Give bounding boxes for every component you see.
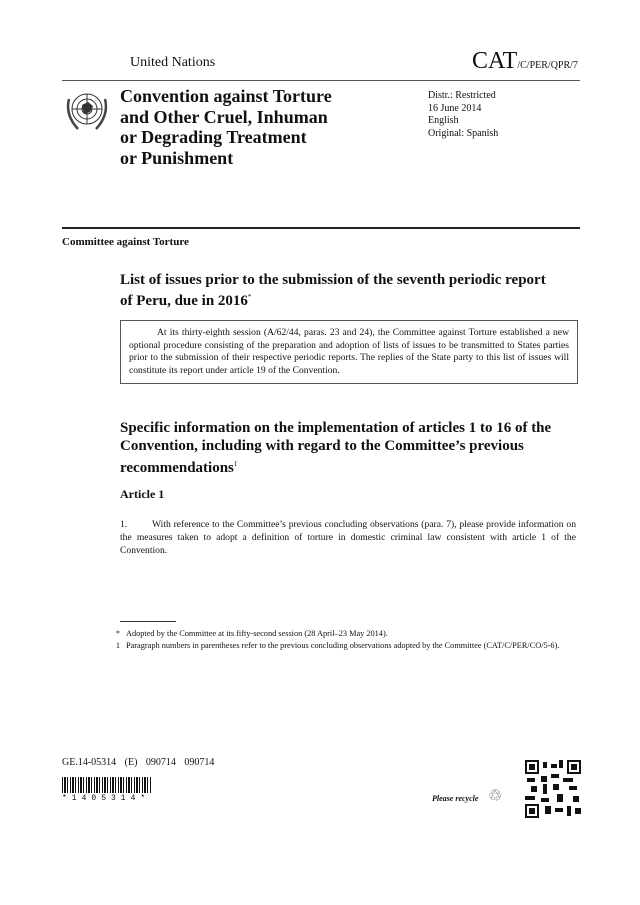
date-line: 16 June 2014: [428, 102, 482, 114]
section-heading: [120, 419, 560, 477]
main-heading-text: List of issues prior to the submission of the seventh periodic report of Peru, due in 2016: [120, 272, 546, 309]
intro-box: At its thirty-eighth session (A/62/44, paras. 23 and 24), the Committee against Torture established a new optional procedure consisting of the preparation and adoption of lists of issues to be transmitted to States parties prior to the submission of their respective periodic reports. The replies of the State party to this list of issues will constitute its report under article 19 of the Convention.: [120, 320, 578, 384]
document-symbol: [472, 48, 578, 75]
symbol-suffix: /C/PER/QPR/7: [517, 60, 578, 71]
section-heading-text: Specific information on the implementation of articles 1 to 16 of the Convention, including with regard to the Committee’s previous recommendations: [120, 420, 552, 476]
original-language-line: Original: Spanish: [428, 127, 499, 139]
job-number: GE.14-05314 (E) 090714 090714: [62, 757, 215, 768]
paragraph-1: [120, 518, 576, 557]
symbol-main: CAT: [472, 48, 518, 74]
footnote-rule: [120, 621, 176, 622]
footnote-ref[interactable]: 1: [233, 460, 238, 468]
title-rule: [62, 227, 580, 229]
qr-code-icon: [525, 760, 581, 818]
un-emblem-icon: [62, 85, 112, 135]
article-heading: Article 1: [120, 487, 165, 501]
recycle-icon: ♲: [488, 788, 503, 805]
title-line: and Other Cruel, Inhuman: [120, 106, 328, 127]
footnote-mark: *: [115, 629, 120, 638]
footnote-text: Adopted by the Committee at its fifty-second session (28 April–23 May 2014).: [126, 629, 388, 638]
footnote: [108, 640, 566, 651]
title-line: or Degrading Treatment: [120, 127, 307, 147]
barcode: [62, 777, 152, 793]
document-title: [120, 86, 332, 168]
paragraph-text: With reference to the Committee’s previous concluding observations (para. 7), please provide information on the measures taken to adopt a definition of torture in domestic criminal law consistent with article 1 of the Convention.: [120, 519, 576, 556]
distribution-block: [428, 90, 498, 140]
footnote: [108, 628, 548, 639]
org-name: United Nations: [130, 55, 216, 70]
title-line: or Punishment: [120, 147, 234, 168]
footnote-mark: 1: [115, 641, 120, 650]
header-rule: [62, 80, 580, 81]
barcode-number: *1405314*: [62, 794, 151, 803]
distribution-line: Distr.: Restricted: [428, 90, 496, 101]
committee-name: Committee against Torture: [62, 236, 189, 248]
language-line: English: [428, 115, 459, 126]
footnote-text: Paragraph numbers in parentheses refer to the previous concluding observations adopted by the Committee (CAT/C/PER/CO/5-6).: [126, 641, 560, 650]
footnote-ref[interactable]: *: [247, 293, 252, 301]
paragraph-number: 1.: [120, 519, 128, 530]
title-line: Convention against Torture: [120, 86, 332, 106]
recycle-text: Please recycle: [432, 794, 479, 803]
main-heading: [120, 272, 560, 310]
